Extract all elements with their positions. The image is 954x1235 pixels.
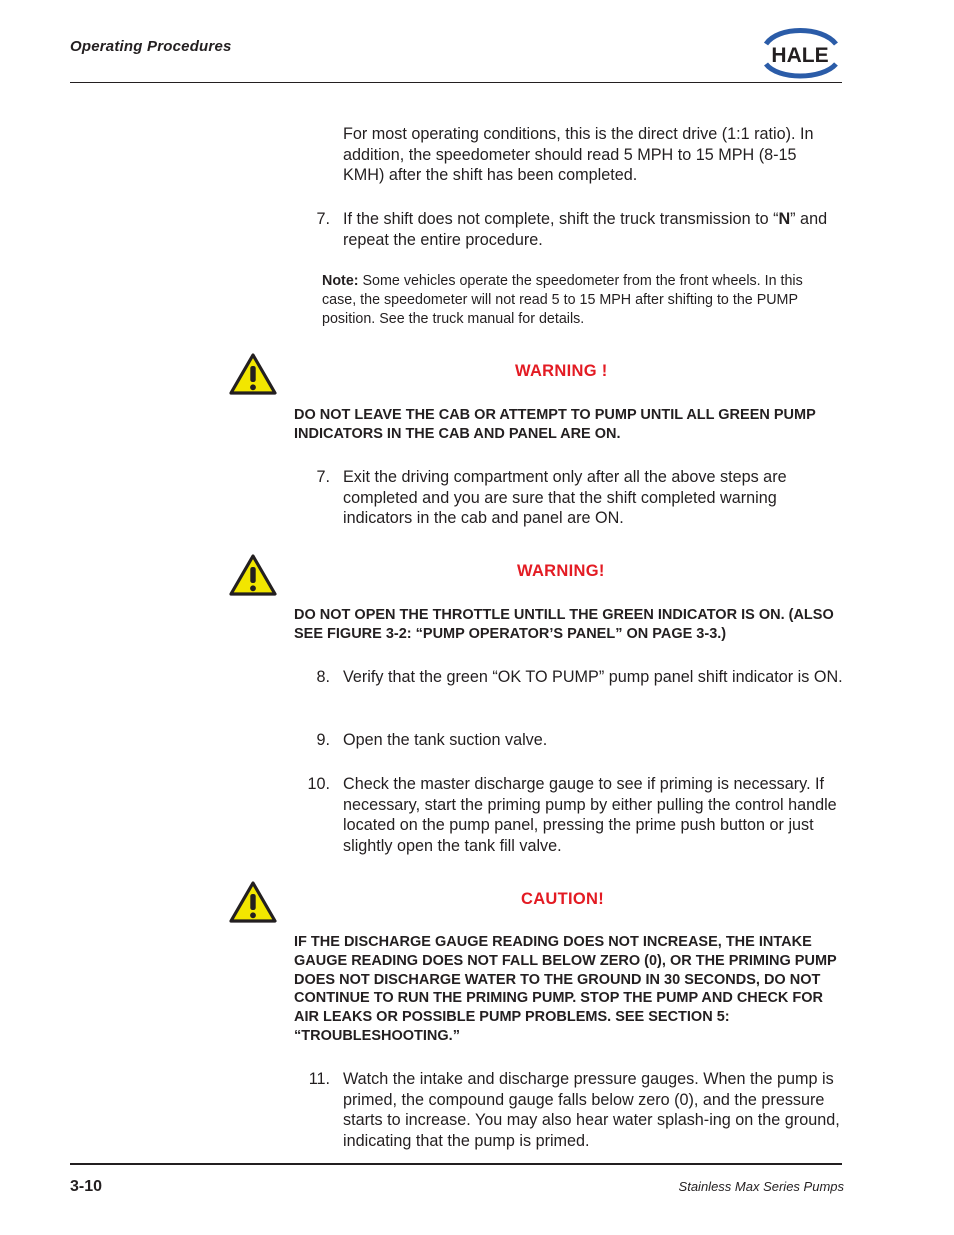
step-9-number: 9. [316, 731, 330, 749]
warning-1-text: DO NOT LEAVE THE CAB OR ATTEMPT TO PUMP UNTIL ALL GREEN PUMP INDICATORS IN THE CAB AND PANEL ARE ON. [294, 407, 816, 442]
step-7a-number: 7. [316, 210, 330, 228]
footer-rule [70, 1163, 842, 1165]
warning-triangle-icon [228, 880, 278, 924]
note-label: Note: [322, 273, 359, 289]
warning-2-title: WARNING! [517, 562, 605, 580]
header-title: Operating Procedures [70, 38, 232, 55]
warning-2-text: DO NOT OPEN THE THROTTLE UNTILL THE GREEN INDICATOR IS ON. (ALSO SEE FIGURE 3-2: “PUMP OPERATOR’S PANEL” ON PAGE 3-3.) [294, 607, 834, 642]
header-rule [70, 82, 842, 83]
warning-triangle-icon [228, 553, 278, 597]
step-7a-bold: N [778, 210, 791, 228]
step-8-text: Verify that the green “OK TO PUMP” pump panel shift indicator is ON. [343, 668, 843, 686]
step-7b-number: 7. [316, 468, 330, 486]
caution-text: IF THE DISCHARGE GAUGE READING DOES NOT INCREASE, THE INTAKE GAUGE READING DOES NOT FALL BELOW ZERO (0), OR THE PRIMING PUMP DOES NOT DISCHARGE WATER TO THE GROUND IN 30 SECONDS, DO NOT CONTINUE TO RUN THE PRIMING PUMP. STOP THE PUMP AND CHECK FOR AIR LEAKS OR POSSIBLE PUMP PROBLEMS. SEE SECTION 5: “TROUBLESHOOTING.” [294, 934, 837, 1044]
footer-title: Stainless Max Series Pumps [678, 1179, 844, 1194]
note-text: Some vehicles operate the speedometer from the front wheels. In this case, the speedometer will not read 5 to 15 MPH after shifting to the PUMP position. See the truck manual for details. [322, 273, 803, 327]
step-10-text: Check the master discharge gauge to see if priming is necessary. If necessary, start the priming pump by either pulling the control handle located on the pump panel, pressing the prime push button or just slightly open the tank fill valve. [343, 775, 837, 855]
step-9-text: Open the tank suction valve. [343, 731, 548, 749]
hale-logo [756, 24, 844, 82]
step-10-number: 10. [307, 775, 330, 793]
step-11-text: Watch the intake and discharge pressure gauges. When the pump is primed, the compound gauge falls below zero (0), and the pressure starts to increase. You may also hear water splash-ing on the ground, indicating that the pump is primed. [343, 1070, 840, 1150]
step-8-number: 8. [316, 668, 330, 686]
note-block [322, 272, 822, 328]
warning-1-title: WARNING ! [515, 362, 608, 380]
intro-paragraph: For most operating conditions, this is the direct drive (1:1 ratio). In addition, the speedometer should read 5 MPH to 15 MPH (8-15 KMH) after the shift has been completed. [343, 125, 814, 185]
step-7b-text: Exit the driving compartment only after all the above steps are completed and you are sure that the shift completed warning indicators in the cab and panel are ON. [343, 468, 787, 528]
caution-title: CAUTION! [521, 890, 605, 908]
step-7a-pre: If the shift does not complete, shift the truck transmission to “ [343, 210, 779, 228]
step-11-number: 11. [308, 1070, 330, 1088]
logo-text: HALE [771, 44, 829, 67]
step-7a-post: ” and repeat the entire procedure. [343, 210, 828, 249]
step-7a-text [343, 209, 838, 250]
page-number: 3-10 [70, 1178, 103, 1195]
warning-triangle-icon [228, 352, 278, 396]
